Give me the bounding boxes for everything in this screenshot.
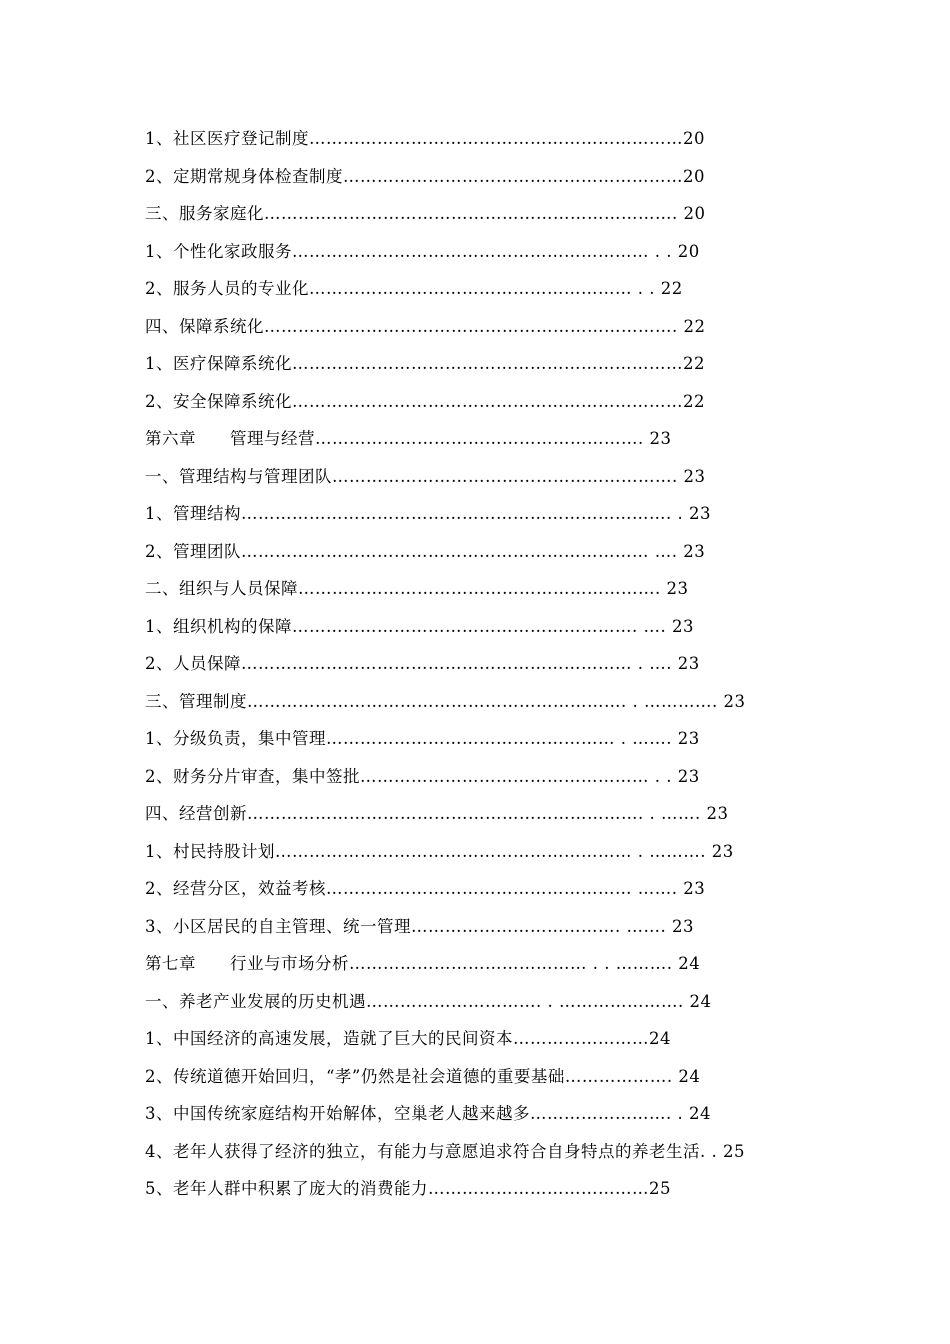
toc-entry: 1、个性化家政服务……………………………………………………… . . 20 [145, 241, 700, 261]
toc-entry: 2、人员保障…………………………………………………………… . …. 23 [145, 654, 700, 673]
toc-entry: 1、分级负责，集中管理…………………………………………… . ……. 23 [145, 729, 700, 748]
toc-entry: 1、管理结构…………………………………………………………………. . 23 [145, 504, 711, 523]
toc-entry: 3、中国传统家庭结构开始解体，空巢老人越来越多……………………. . 24 [145, 1104, 711, 1123]
toc-entry: 1、医疗保障系统化……………………………………………………………22 [145, 354, 705, 373]
toc-chapter-entry: 第七章 行业与市场分析…………………………………… . . ………. 24 [145, 954, 701, 973]
toc-entry: 二、组织与人员保障………………………………………………………. 23 [145, 579, 689, 598]
toc-entry: 2、安全保障系统化……………………………………………………………22 [145, 391, 705, 411]
toc-entry: 4、老年人获得了经济的独立，有能力与意愿追求符合自身特点的养老生活. . 25 [145, 1141, 745, 1161]
toc-entry: 3、小区居民的自主管理、统一管理………………………………. ……. 23 [145, 916, 694, 936]
toc-entry: 2、定期常规身体检查制度……………………………………………………20 [145, 166, 705, 186]
toc-entry: 2、服务人员的专业化………………………………………………… . . 22 [145, 279, 683, 298]
toc-chapter-entry: 第六章 管理与经营…………………………………………………. 23 [145, 429, 672, 448]
toc-entry: 一、管理结构与管理团队……………………………………………………. 23 [145, 466, 706, 486]
toc-entry: 1、社区医疗登记制度…………………………………………………………20 [145, 129, 705, 148]
toc-entry: 三、服务家庭化………………………………………………………………. 20 [145, 204, 706, 223]
toc-entry: 2、财务分片审查，集中签批…………………………………………… . . 23 [145, 766, 700, 786]
toc-entry: 5、老年人群中积累了庞大的消费能力…………………………………25 [145, 1179, 671, 1198]
toc-entry: 2、传统道德开始回归，“孝”仍然是社会道德的重要基础………………. 24 [145, 1066, 701, 1086]
toc-entry: 1、中国经济的高速发展，造就了巨大的民间资本……………………24 [145, 1029, 671, 1048]
toc-entry: 2、管理团队……………………………………………………………… …. 23 [145, 541, 706, 561]
toc-entry: 一、养老产业发展的历史机遇…………………………. . …………………. 24 [145, 991, 712, 1011]
toc-entry: 1、组织机构的保障……………………………………………………. …. 23 [145, 616, 694, 636]
toc-entry: 四、经营创新……………………………………………………………. . ……. 23 [145, 804, 729, 823]
toc-entry: 2、经营分区，效益考核……………………………………………… ……. 23 [145, 879, 706, 898]
toc-entry: 1、村民持股计划……………………………………………………… . ………. 23 [145, 841, 734, 861]
toc-entry: 三、管理制度…………………………………………………………. . …………. 23 [145, 691, 746, 711]
table-of-contents [145, 120, 825, 1208]
toc-entry: 四、保障系统化………………………………………………………………. 22 [145, 316, 706, 336]
